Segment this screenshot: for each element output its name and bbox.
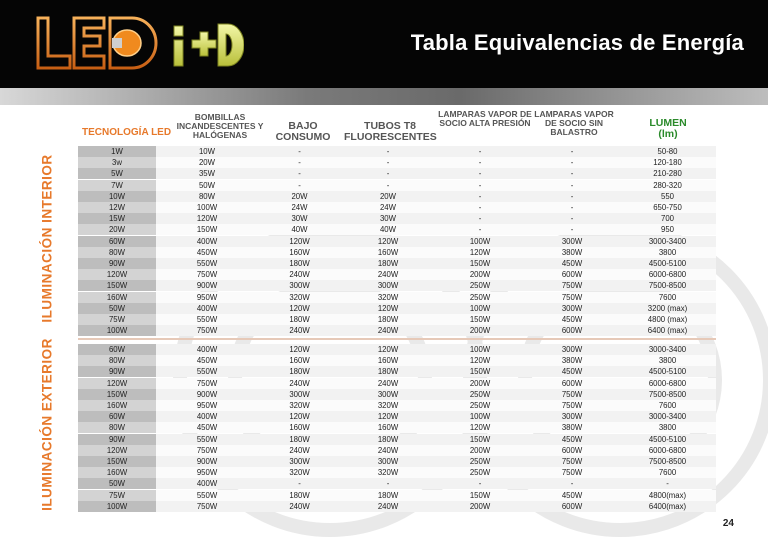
table-cell: 180W [377, 259, 399, 268]
table-cell: 160W [377, 356, 399, 366]
exterior-row [78, 445, 716, 456]
table-cell: 300W [289, 457, 310, 466]
table-cell: - [570, 191, 574, 201]
col-header-tubos-t8: TUBOS T8 FLUORESCENTES [344, 120, 437, 144]
table-cell: 160W [289, 247, 310, 257]
table-cell: 75W [78, 314, 156, 325]
table-cell: 50-80 [657, 147, 678, 156]
table-cell: 50W [198, 180, 216, 190]
table-cell: 900W [196, 389, 218, 399]
table-cell: 450W [196, 356, 218, 366]
table-cell: 750W [561, 457, 583, 466]
interior-row [78, 146, 716, 157]
table-cell: 600W [561, 445, 583, 455]
table-cell: 300W [289, 281, 310, 291]
table-cell: - [478, 180, 482, 190]
table-cell: 900W [196, 457, 218, 466]
table-cell: 120W [289, 303, 310, 313]
table-cell: - [386, 147, 390, 156]
col-header-lumen: LUMEN (lm) [649, 117, 687, 141]
table-cell: 180W [377, 367, 399, 377]
col-header-incandescentes: BOMBILLAS INCANDESCENTES Y HALÓGENAS [176, 112, 264, 140]
table-cell: 450W [561, 490, 583, 500]
exterior-row [78, 478, 716, 489]
table-cell: 300W [377, 389, 399, 399]
interior-row [78, 180, 716, 191]
table-cell: 400W [196, 303, 218, 313]
col-header-led: TECNOLOGÍA LED [82, 127, 172, 138]
table-cell: 120W [196, 214, 218, 224]
table-cell: 7600 [658, 401, 677, 410]
table-cell: 7500-8500 [648, 389, 687, 399]
table-cell: - [298, 169, 301, 179]
table-cell: 120-180 [653, 158, 682, 168]
table-cell: 20W [198, 158, 216, 168]
table-cell: 550 [660, 191, 674, 201]
section-label-exterior: ILUMINACIÓN EXTERIOR [39, 338, 55, 511]
exterior-row [78, 434, 716, 445]
table-cell: 3000-3400 [648, 412, 687, 422]
table-cell: 20W [379, 191, 397, 201]
table-cell: 250W [469, 292, 491, 302]
table-cell: 4800 (max) [647, 315, 688, 324]
table-cell: 3000-3400 [648, 345, 687, 354]
table-cell: 60W [78, 344, 156, 355]
table-cell: 200W [469, 270, 491, 280]
interior-row [78, 314, 716, 325]
table-cell: - [386, 180, 390, 190]
table-cell: 550W [196, 434, 218, 444]
table-cell: - [478, 225, 482, 235]
table-cell: 120W [377, 236, 399, 246]
table-cell: 120W [469, 247, 491, 257]
page-title: Tabla Equivalencias de Energía [410, 30, 744, 55]
interior-row [78, 236, 716, 247]
table-cell: 120W [377, 303, 399, 313]
table-cell: 150W [78, 280, 156, 291]
table-cell: 160W [78, 292, 156, 303]
table-cell: 150W [196, 225, 218, 235]
table-cell: 120W [469, 356, 491, 366]
table-cell: 30W [291, 214, 308, 224]
interior-row [78, 325, 716, 336]
table-cell: 150W [78, 389, 156, 400]
table-cell: - [570, 169, 574, 179]
table-cell: 150W [469, 490, 491, 500]
table-cell: 750W [561, 292, 583, 302]
table-cell: 3800 [658, 356, 677, 366]
table-cell: 5W [78, 168, 156, 179]
table-cell: 200W [469, 326, 491, 336]
table-cell: 950 [660, 225, 674, 235]
table-cell: 20W [291, 191, 308, 201]
table-cell: 300W [561, 236, 583, 246]
section-label-interior: ILUMINACIÓN INTERIOR [39, 154, 55, 323]
col-header-alta-presion: LAMPARAS VAPOR DE SOCIO ALTA PRESIÓN [438, 109, 532, 128]
table-cell: 250W [469, 401, 491, 410]
led-id-logo [34, 14, 244, 74]
table-cell: 600W [561, 326, 583, 336]
table-cell: 24W [379, 203, 397, 212]
table-cell: 3800 [658, 247, 677, 257]
table-cell: 100W [469, 412, 491, 422]
interior-row [78, 191, 716, 202]
table-cell: 300W [561, 412, 583, 422]
table-cell: 180W [377, 490, 399, 500]
table-cell: 120W [469, 423, 491, 433]
table-cell: 380W [561, 356, 583, 366]
table-cell: 180W [289, 315, 310, 324]
table-cell: 120W [78, 378, 156, 389]
table-cell: 150W [469, 367, 491, 377]
table-cell: 7600 [658, 468, 677, 478]
interior-row [78, 213, 716, 224]
table-cell: - [570, 147, 574, 156]
table-cell: 240W [377, 270, 399, 280]
table-cell: 100W [469, 236, 491, 246]
table-cell: 240W [289, 326, 310, 336]
table-cell: 4500-5100 [648, 434, 687, 444]
table-cell: 120W [289, 236, 310, 246]
table-cell: 250W [469, 457, 491, 466]
table-cell: 400W [196, 236, 218, 246]
table-cell: 120W [289, 412, 310, 422]
table-cell: - [478, 203, 482, 212]
table-cell: 160W [78, 467, 156, 478]
table-cell: - [298, 147, 301, 156]
table-cell: 600W [561, 501, 583, 511]
table-cell: 750W [196, 501, 218, 511]
table-cell: 450W [561, 259, 583, 268]
table-cell: 3200 (max) [647, 303, 688, 313]
table-cell: 7500-8500 [648, 281, 687, 291]
exterior-row [78, 378, 716, 389]
table-cell: 40W [379, 225, 397, 235]
table-cell: - [570, 180, 574, 190]
table-cell: 4800(max) [648, 490, 687, 500]
table-cell: 1W [78, 146, 156, 157]
table-cell: 100W [196, 203, 218, 212]
table-cell: 12W [78, 202, 156, 213]
table-cell: 75W [78, 490, 156, 501]
table-cell: 100W [78, 501, 156, 512]
table-cell: 20W [78, 224, 156, 235]
table-cell: - [298, 180, 301, 190]
table-cell: 200W [469, 378, 491, 388]
table-cell: 120W [78, 445, 156, 456]
table-cell: 240W [289, 501, 310, 511]
table-cell: 6000-6800 [648, 445, 687, 455]
table-cell: 240W [377, 326, 399, 336]
exterior-row [78, 400, 716, 411]
exterior-row [78, 490, 716, 501]
table-cell: 250W [469, 281, 491, 291]
table-cell: 160W [377, 423, 399, 433]
table-cell: 380W [561, 247, 583, 257]
table-cell: 160W [289, 356, 310, 366]
table-cell: 100W [78, 325, 156, 336]
table-cell: 750W [561, 281, 583, 291]
interior-row [78, 224, 716, 235]
table-cell: 7600 [658, 292, 677, 302]
interior-row [78, 247, 716, 258]
table-cell: 250W [469, 389, 491, 399]
table-cell: 750W [196, 270, 218, 280]
table-cell: 320W [377, 401, 399, 410]
table-cell: 380W [561, 423, 583, 433]
table-cell: 60W [78, 411, 156, 422]
table-cell: - [478, 479, 482, 489]
table-cell: 150W [469, 259, 491, 268]
table-cell: - [478, 158, 482, 168]
col-header-bajo-consumo: BAJO CONSUMO [275, 120, 331, 144]
table-cell: 950W [196, 468, 218, 478]
table-cell: - [570, 203, 574, 212]
table-cell: 250W [469, 468, 491, 478]
table-cell: 240W [377, 378, 399, 388]
table-cell: 100W [469, 303, 491, 313]
table-cell: 3w [78, 157, 156, 168]
col-header-sin-balastro: LAMPARAS VAPOR DE SOCIO SIN BALASTRO [534, 109, 614, 137]
table-cell: 450W [196, 423, 218, 433]
table-cell: 450W [561, 434, 583, 444]
table-cell: 80W [198, 191, 216, 201]
table-cell: 60W [78, 236, 156, 247]
table-cell: 750W [196, 445, 218, 455]
table-cell: 750W [561, 401, 583, 410]
table-cell: 450W [561, 367, 583, 377]
table-cell: - [666, 479, 669, 489]
exterior-row [78, 355, 716, 366]
interior-row [78, 202, 716, 213]
page-number: 24 [722, 518, 734, 529]
table-cell: 180W [289, 490, 310, 500]
table-cell: 950W [196, 401, 218, 410]
table-cell: 750W [196, 378, 218, 388]
table-cell: 300W [561, 303, 583, 313]
table-cell: 90W [78, 258, 156, 269]
table-cell: 150W [78, 456, 156, 467]
table-cell: 300W [289, 389, 310, 399]
table-cell: 180W [289, 367, 310, 377]
table-cell: 15W [78, 213, 156, 224]
table-cell: 3000-3400 [648, 236, 687, 246]
table-cell: 450W [196, 247, 218, 257]
table-cell: - [478, 169, 482, 179]
table-cell: 160W [377, 247, 399, 257]
table-cell: 6000-6800 [648, 270, 687, 280]
table-cell: 120W [377, 412, 399, 422]
table-cell: 180W [377, 315, 399, 324]
table-cell: 320W [289, 401, 310, 410]
table-cell: 650-750 [653, 203, 682, 212]
table-cell: 600W [561, 270, 583, 280]
table-cell: - [478, 214, 482, 224]
table-cell: - [570, 158, 574, 168]
table-cell: 240W [289, 270, 310, 280]
table-cell: 300W [377, 457, 399, 466]
table-cell: 90W [78, 366, 156, 377]
table-cell: 200W [469, 501, 491, 511]
table-cell: - [298, 479, 301, 489]
table-cell: 750W [196, 326, 218, 336]
table-cell: - [386, 158, 390, 168]
table-cell: 750W [561, 468, 583, 478]
table-cell: - [298, 158, 301, 168]
table-cell: 50W [78, 303, 156, 314]
table-cell: 320W [377, 292, 399, 302]
table-cell: 80W [78, 355, 156, 366]
table-cell: 180W [289, 259, 310, 268]
interior-row [78, 269, 716, 280]
table-cell: - [478, 191, 482, 201]
interior-row [78, 168, 716, 179]
exterior-row [78, 389, 716, 400]
table-cell: 200W [469, 445, 491, 455]
interior-row [78, 258, 716, 269]
table-cell: 24W [291, 203, 308, 212]
exterior-row [78, 467, 716, 478]
table-cell: 6000-6800 [648, 378, 687, 388]
exterior-row [78, 366, 716, 377]
table-cell: 550W [196, 367, 218, 377]
table-cell: 150W [469, 434, 491, 444]
interior-row [78, 292, 716, 303]
table-cell: 4500-5100 [648, 367, 687, 377]
table-cell: 300W [561, 345, 583, 354]
table-cell: 120W [289, 345, 310, 354]
table-cell: 750W [561, 389, 583, 399]
table-cell: 900W [196, 281, 218, 291]
table-cell: 100W [469, 345, 491, 354]
table-cell: 320W [289, 468, 310, 478]
table-cell: 950W [196, 292, 218, 302]
table-cell: 7W [78, 180, 156, 191]
table-cell: - [570, 225, 574, 235]
table-cell: 600W [561, 378, 583, 388]
table-cell: 90W [78, 434, 156, 445]
table-cell: - [478, 147, 482, 156]
table-cell: 40W [291, 225, 308, 235]
section-divider [78, 338, 716, 340]
table-cell: 240W [289, 445, 310, 455]
table-cell: 300W [377, 281, 399, 291]
table-cell: - [570, 214, 574, 224]
table-cell: 4500-5100 [648, 259, 687, 268]
exterior-row [78, 422, 716, 433]
table-cell: 7500-8500 [648, 457, 687, 466]
table-cell: 210-280 [653, 169, 682, 179]
table-cell: 35W [198, 169, 216, 179]
table-cell: 10W [78, 191, 156, 202]
table-cell: 10W [198, 147, 216, 156]
table-cell: 160W [289, 423, 310, 433]
table-cell: 400W [196, 412, 218, 422]
table-cell: 50W [78, 478, 156, 489]
table-cell: 160W [78, 400, 156, 411]
table-cell: 550W [196, 315, 218, 324]
table-cell: 240W [377, 501, 399, 511]
table-cell: 80W [78, 247, 156, 258]
table-cell: - [570, 479, 574, 489]
table-cell: 6400 (max) [647, 326, 688, 336]
table-cell: 180W [377, 434, 399, 444]
table-cell: 6400(max) [648, 501, 687, 511]
table-cell: 80W [78, 422, 156, 433]
table-cell: 550W [196, 490, 218, 500]
table-cell: 30W [379, 214, 397, 224]
exterior-row [78, 411, 716, 422]
table-cell: 120W [377, 345, 399, 354]
table-cell: 3800 [658, 423, 677, 433]
interior-row [78, 280, 716, 291]
table-cell: 550W [196, 259, 218, 268]
table-cell: 320W [377, 468, 399, 478]
table-cell: 450W [561, 315, 583, 324]
table-cell: 150W [469, 315, 491, 324]
interior-row [78, 157, 716, 168]
table-cell: 400W [196, 479, 218, 489]
table-cell: 120W [78, 269, 156, 280]
interior-row [78, 303, 716, 314]
exterior-row [78, 456, 716, 467]
exterior-row [78, 501, 716, 512]
table-cell: 320W [289, 292, 310, 302]
table-cell: - [386, 479, 390, 489]
table-cell: 700 [660, 214, 674, 224]
table-cell: 240W [289, 378, 310, 388]
table-cell: 240W [377, 445, 399, 455]
table-cell: 180W [289, 434, 310, 444]
page-header [0, 0, 768, 88]
header-band [0, 88, 768, 105]
table-cell: 280-320 [653, 180, 682, 190]
table-cell: 400W [196, 345, 218, 354]
exterior-row [78, 344, 716, 355]
table-cell: - [386, 169, 390, 179]
